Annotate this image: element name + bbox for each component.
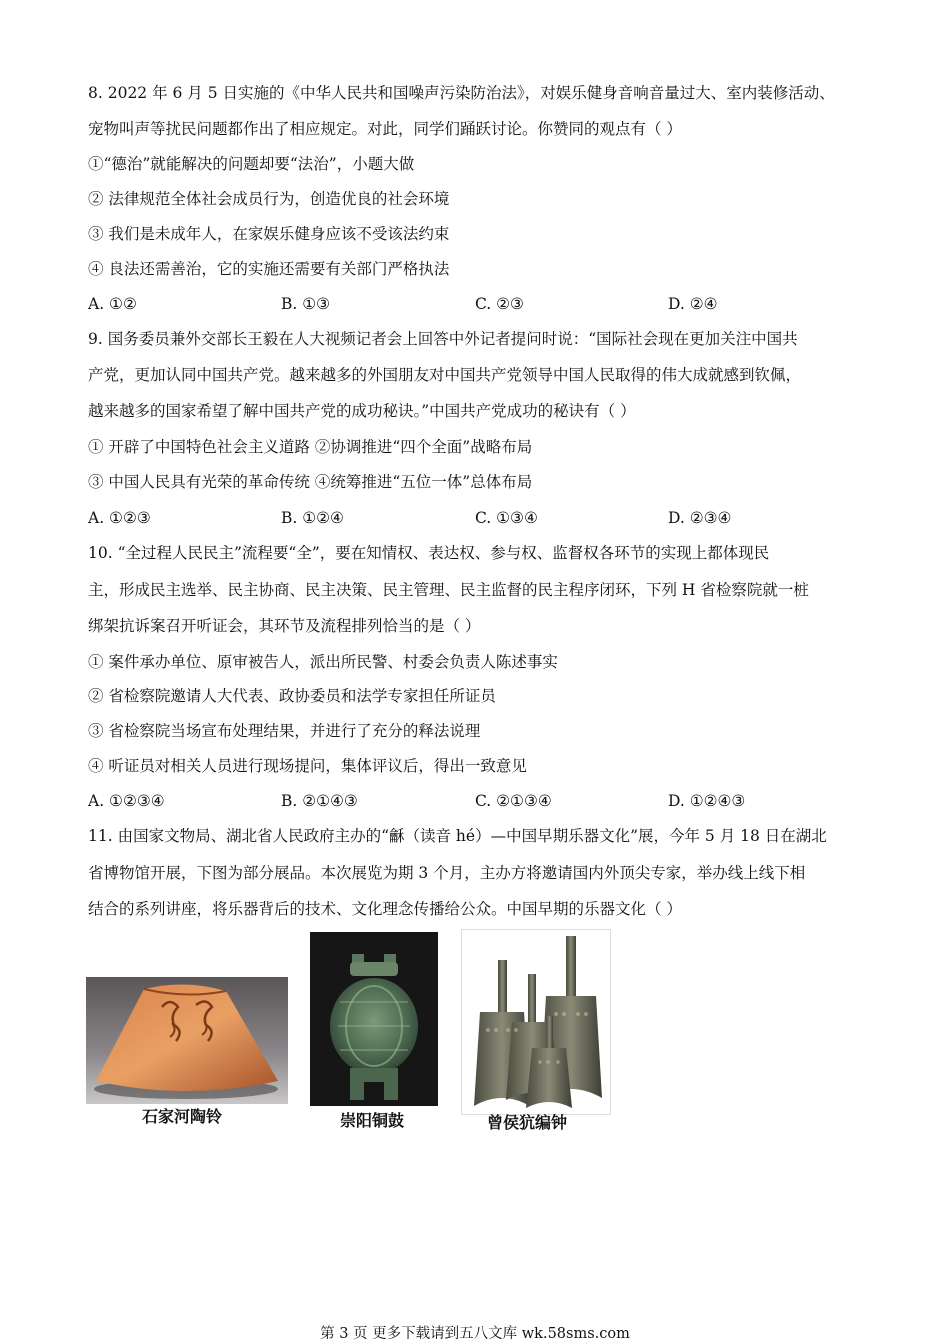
q8-option-b: B. ①③ [281,295,331,313]
q8-statement-4: ④ 良法还需善治，它的实施还需要有关部门严格执法 [88,260,450,278]
caption-bronze-drum: 崇阳铜鼓 [340,1111,405,1130]
q10-stem-line-3: 绑架抗诉案召开听证会，其环节及流程排列恰当的是（ ） [88,617,481,635]
q8-option-a: A. ①② [88,295,137,313]
q8-stem-line-1: 8. 2022 年 6 月 5 日实施的《中华人民共和国噪声污染防治法》，对娱乐健身音响音量过大、室内装修活动、 [88,84,835,102]
q10-stem-line-2: 主，形成民主选举、民主协商、民主决策、民主管理、民主监督的民主程序闭环，下列 H 省检察院就一桩 [88,581,809,599]
q10-option-b: B. ②①④③ [281,792,358,810]
chime-bells-image [461,929,611,1115]
q9-stem-line-1: 9. 国务委员兼外交部长王毅在人大视频记者会上回答中外记者提问时说：“国际社会现在更加关注中国共 [88,330,798,348]
q11-stem-line-3: 结合的系列讲座，将乐器背后的技术、文化理念传播给公众。中国早期的乐器文化（ ） [88,900,682,918]
q8-option-d: D. ②④ [668,295,718,313]
q10-statement-3: ③ 省检察院当场宣布处理结果，并进行了充分的释法说理 [88,722,481,740]
q11-stem-line-2: 省博物馆开展，下图为部分展品。本次展览为期 3 个月，主办方将邀请国内外顶尖专家，举办线上线下相 [88,864,806,882]
caption-pottery-bell: 石家河陶铃 [142,1107,223,1126]
caption-chime-bells: 曾侯犺编钟 [487,1113,568,1132]
pottery-bell-image [86,977,288,1104]
q9-statements-3-4: ③ 中国人民具有光荣的革命传统 ④统筹推进“五位一体”总体布局 [88,473,533,491]
q10-option-a: A. ①②③④ [88,792,165,810]
q8-statement-3: ③ 我们是未成年人，在家娱乐健身应该不受该法约束 [88,225,450,243]
q10-statement-1: ① 案件承办单位、原审被告人，派出所民警、村委会负责人陈述事实 [88,653,558,671]
q8-statement-1: ①“德治”就能解决的问题却要“法治”，小题大做 [88,155,415,173]
q9-option-a: A. ①②③ [88,509,151,527]
q9-statements-1-2: ① 开辟了中国特色社会主义道路 ②协调推进“四个全面”战略布局 [88,438,533,456]
q10-statement-2: ② 省检察院邀请人大代表、政协委员和法学专家担任所证员 [88,687,496,705]
bronze-drum-image [310,932,438,1106]
q9-option-d: D. ②③④ [668,509,732,527]
q8-stem-line-2: 宠物叫声等扰民问题都作出了相应规定。对此，同学们踊跃讨论。你赞同的观点有（ ） [88,120,682,138]
q9-stem-line-3: 越来越多的国家希望了解中国共产党的成功秘诀。”中国共产党成功的秘诀有（ ） [88,402,636,420]
q8-statement-2: ② 法律规范全体社会成员行为，创造优良的社会环境 [88,190,450,208]
q8-option-c: C. ②③ [475,295,524,313]
q10-stem-line-1: 10. “全过程人民民主”流程要“全”，要在知情权、表达权、参与权、监督权各环节的实现上都体现民 [88,544,770,562]
q9-stem-line-2: 产党，更加认同中国共产党。越来越多的外国朋友对中国共产党领导中国人民取得的伟大成就感到钦佩， [88,366,802,384]
q9-option-c: C. ①③④ [475,509,538,527]
q9-option-b: B. ①②④ [281,509,344,527]
q10-option-d: D. ①②④③ [668,792,746,810]
q11-stem-line-1: 11. 由国家文物局、湖北省人民政府主办的“龢（读音 hé）—中国早期乐器文化”展，今年 5 月 18 日在湖北 [88,827,827,845]
page-footer: 第 3 页 更多下载请到五八文库 wk.58sms.com [320,1326,630,1342]
q10-option-c: C. ②①③④ [475,792,552,810]
q10-statement-4: ④ 听证员对相关人员进行现场提问，集体评议后，得出一致意见 [88,757,527,775]
